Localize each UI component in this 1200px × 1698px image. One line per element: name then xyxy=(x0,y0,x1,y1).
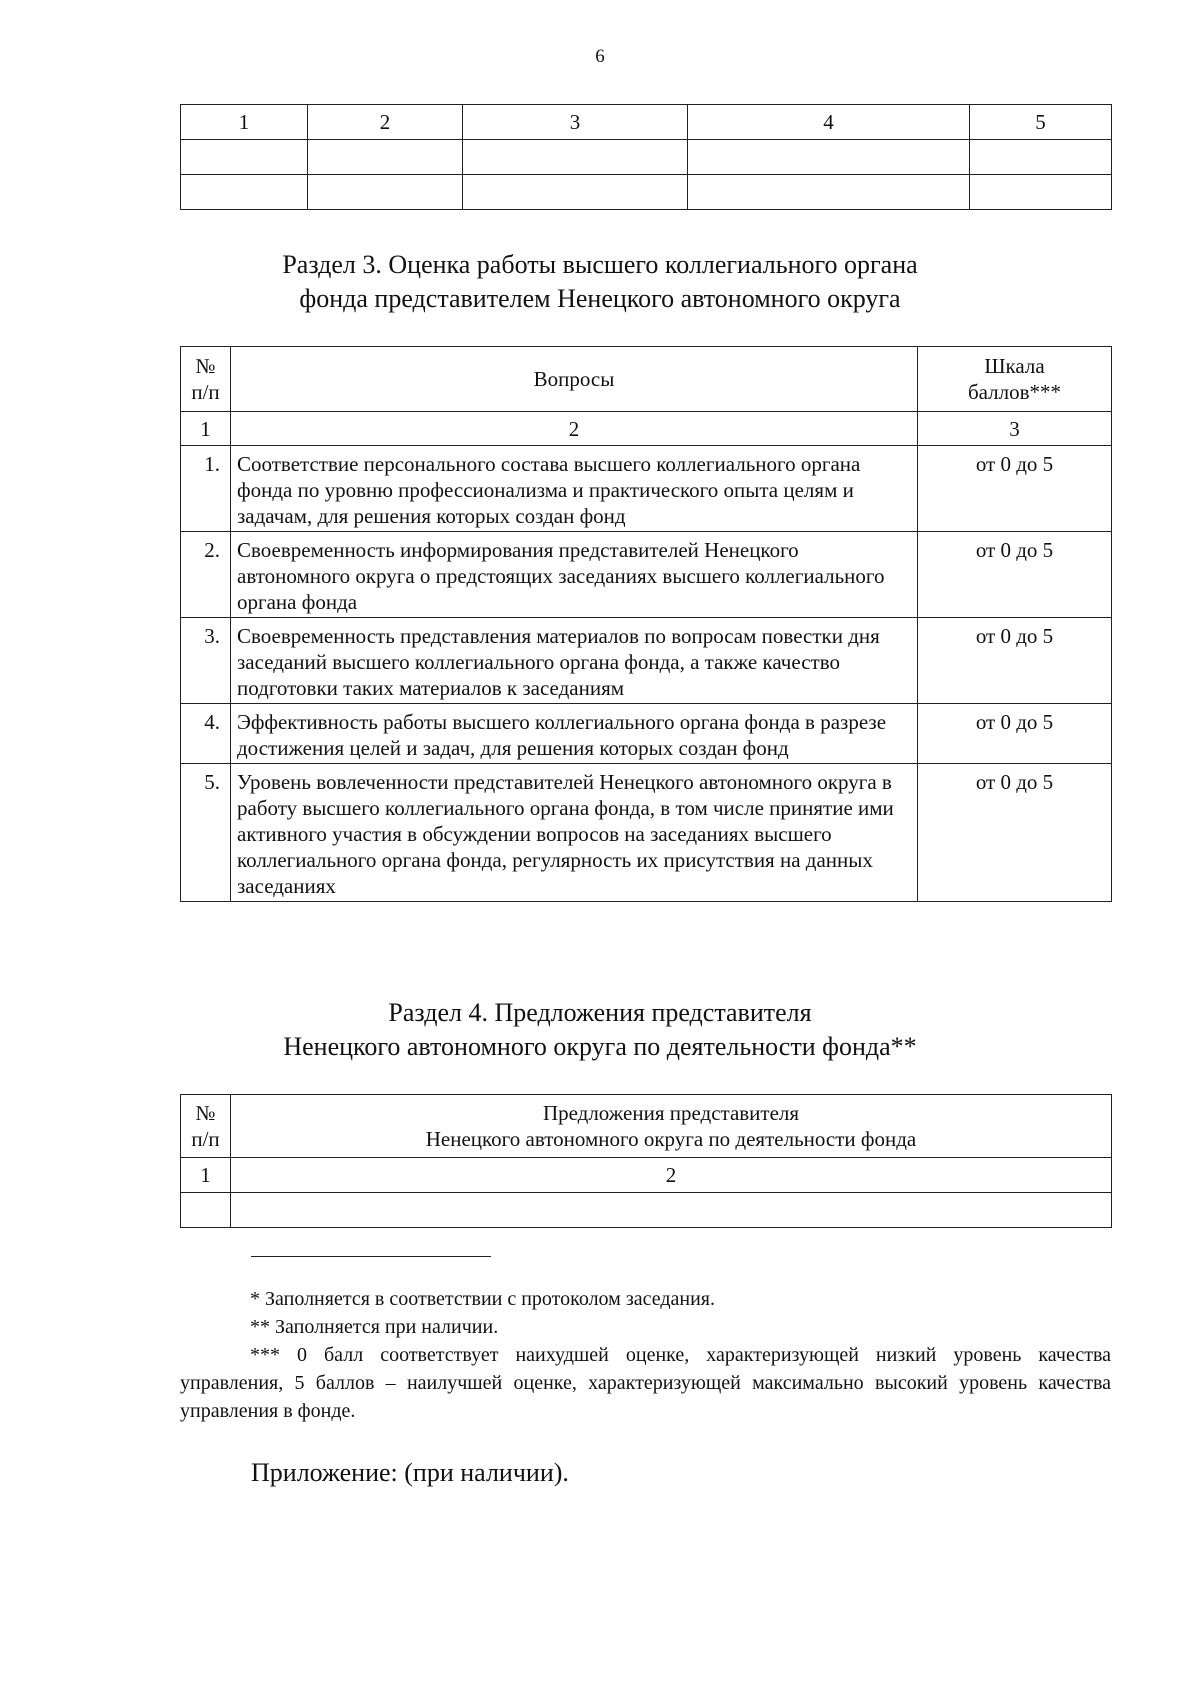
table-cell xyxy=(463,140,688,175)
row-number: 2. xyxy=(181,532,231,618)
row-score: от 0 до 5 xyxy=(918,704,1112,764)
table-index-cell: 2 xyxy=(231,1158,1112,1193)
row-number: 1. xyxy=(181,446,231,532)
section4-title-line1: Раздел 4. Предложения представителя xyxy=(388,998,812,1027)
table-header-row xyxy=(181,1095,1112,1158)
row-question: Своевременность представления материалов по вопросам повестки дня заседаний высшего коллегиального органа фонда, а также качество подготовки таких материалов к заседаниям xyxy=(231,618,918,704)
section4-title xyxy=(0,996,1200,1064)
footnote: *** 0 балл соответствует наихудшей оценке, характеризующей низкий уровень качества управления, 5 баллов – наилучшей оценке, характеризующей максимально высокий уровень качества управления в фонде. xyxy=(180,1344,1111,1422)
table-header-cell: 1 xyxy=(181,105,308,140)
table-cell xyxy=(688,140,970,175)
table-header-row xyxy=(181,347,1112,412)
table-row xyxy=(181,704,1112,764)
row-score: от 0 до 5 xyxy=(918,446,1112,532)
table-row xyxy=(181,1193,1112,1228)
table-row xyxy=(181,140,1112,175)
table-row xyxy=(181,175,1112,210)
table-index-cell: 1 xyxy=(181,1158,231,1193)
table-cell xyxy=(463,175,688,210)
table-header-cell: 5 xyxy=(970,105,1112,140)
table-index-row xyxy=(181,412,1112,446)
col-number-header: № п/п xyxy=(181,1095,231,1158)
table-header-row xyxy=(181,105,1112,140)
row-question: Своевременность информирования представителей Ненецкого автономного округа о предстоящих заседаниях высшего коллегиального органа фонда xyxy=(231,532,918,618)
footnote-divider xyxy=(251,1256,491,1257)
col-proposals-header-line1: Предложения представителя xyxy=(542,1101,800,1125)
table-cell xyxy=(970,175,1112,210)
table-cell xyxy=(970,140,1112,175)
table-index-row xyxy=(181,1158,1112,1193)
table-row xyxy=(181,618,1112,704)
table-cell xyxy=(688,175,970,210)
page-number: 6 xyxy=(595,46,605,67)
col-proposals-header xyxy=(231,1095,1112,1158)
table-row xyxy=(181,532,1112,618)
table-cell xyxy=(308,140,463,175)
row-question: Уровень вовлеченности представителей Ненецкого автономного округа в работу высшего коллегиального органа фонда, в том числе принятие ими активного участия в обсуждении вопросов на заседаниях высшего коллегиального органа фонда, регулярность их присутствия на данных заседаниях xyxy=(231,764,918,902)
table-cell xyxy=(181,175,308,210)
row-score: от 0 до 5 xyxy=(918,532,1112,618)
col-proposals-header-line2: Ненецкого автономного округа по деятельности фонда xyxy=(425,1127,917,1151)
footnotes xyxy=(180,1285,1111,1425)
footnote: * Заполняется в соответствии с протоколом заседания. xyxy=(250,1288,715,1310)
table-cell xyxy=(181,1193,231,1228)
table-row xyxy=(181,446,1112,532)
col-number-header: № п/п xyxy=(181,347,231,412)
table-row xyxy=(181,764,1112,902)
row-number: 5. xyxy=(181,764,231,902)
col-questions-header: Вопросы xyxy=(231,347,918,412)
table-cell xyxy=(181,140,308,175)
row-score: от 0 до 5 xyxy=(918,764,1112,902)
table-header-cell: 3 xyxy=(463,105,688,140)
evaluation-table xyxy=(180,346,1112,902)
table-index-cell: 1 xyxy=(181,412,231,446)
row-question: Эффективность работы высшего коллегиального органа фонда в разрезе достижения целей и задач, для решения которых создан фонд xyxy=(231,704,918,764)
row-number: 3. xyxy=(181,618,231,704)
row-number: 4. xyxy=(181,704,231,764)
section3-title-line2: фонда представителем Ненецкого автономного округа xyxy=(299,284,901,313)
col-score-header: Шкала баллов*** xyxy=(918,347,1112,412)
appendix-note: Приложение: (при наличии). xyxy=(251,1458,569,1487)
table-index-cell: 2 xyxy=(231,412,918,446)
section4-title-line2: Ненецкого автономного округа по деятельности фонда** xyxy=(283,1032,917,1061)
continuation-table xyxy=(180,104,1112,210)
row-score: от 0 до 5 xyxy=(918,618,1112,704)
table-header-cell: 4 xyxy=(688,105,970,140)
proposals-table xyxy=(180,1094,1112,1228)
row-question: Соответствие персонального состава высшего коллегиального органа фонда по уровню профессионализма и практического опыта целям и задачам, для решения которых создан фонд xyxy=(231,446,918,532)
table-cell xyxy=(231,1193,1112,1228)
table-header-cell: 2 xyxy=(308,105,463,140)
table-index-cell: 3 xyxy=(918,412,1112,446)
footnote: ** Заполняется при наличии. xyxy=(250,1316,499,1338)
section3-title-line1: Раздел 3. Оценка работы высшего коллегиального органа xyxy=(282,250,918,279)
table-cell xyxy=(308,175,463,210)
section3-title xyxy=(0,248,1200,316)
